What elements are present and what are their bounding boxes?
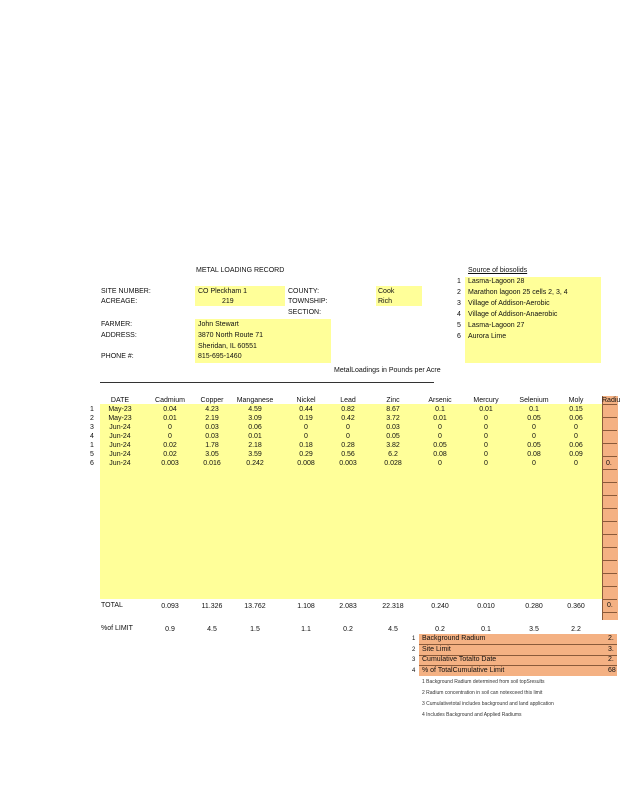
radium-row-number: 1 [412, 636, 416, 642]
radium-grid-line [602, 469, 617, 470]
row-index: 2 [90, 415, 94, 422]
radium-note: 1 Background Radium determined from soil topSresults [422, 679, 545, 685]
table-cell: 0.82 [341, 406, 355, 413]
row-index: 6 [90, 460, 94, 467]
table-cell: 0.05 [527, 442, 541, 449]
total-cell: 13.762 [244, 603, 266, 610]
radium-row-value: 68 [608, 666, 616, 674]
table-cell: 4.59 [248, 406, 262, 413]
radium-row-value: 3. [608, 645, 614, 653]
table-cell: 0 [438, 424, 442, 431]
address-line2-field[interactable]: Sheridan, IL 60551 [198, 343, 257, 350]
sources-title: Source of biosolids [468, 267, 528, 274]
source-item: Village of Addison-Aerobic [468, 300, 550, 307]
row-date: Jun-24 [109, 442, 131, 449]
table-cell: 0.03 [386, 424, 400, 431]
table-cell: 0 [532, 424, 536, 431]
site-number-field[interactable]: CO Pleckham 1 [198, 288, 248, 295]
radium-row-label: Background Radium [422, 635, 486, 642]
source-item: Lasma-Lagoon 28 [468, 278, 525, 285]
table-cell: 0.09 [569, 451, 583, 458]
section-label: SECTION: [288, 309, 322, 316]
table-cell: 8.67 [386, 406, 400, 413]
table-cell: 1.78 [205, 442, 219, 449]
total-cell: 11.326 [201, 603, 223, 610]
radium-grid-line [602, 417, 617, 418]
table-cell: 0.016 [203, 460, 221, 467]
table-cell: 0 [484, 433, 488, 440]
source-item: Lasma-Lagoon 27 [468, 322, 525, 329]
table-cell: 0.1 [435, 406, 445, 413]
table-header-cell: Moly [568, 397, 584, 404]
table-cell: 0 [346, 424, 350, 431]
table-cell: 0.06 [248, 424, 262, 431]
source-number: 4 [457, 311, 461, 318]
row-date: Jun-24 [109, 451, 131, 458]
radium-row-label: Site Limit [422, 645, 451, 653]
table-cell: 0.06 [569, 415, 583, 422]
table-cell: 0.02 [163, 451, 177, 458]
radium-row-number: 4 [412, 667, 416, 674]
source-number: 1 [457, 278, 461, 285]
total-label: TOTAL [101, 602, 123, 609]
table-cell: 0 [574, 424, 578, 431]
table-cell: 0.29 [299, 451, 313, 458]
table-cell: 0 [168, 424, 172, 431]
table-cell: 0.05 [433, 442, 447, 449]
table-cell: 2.19 [205, 415, 219, 422]
table-cell: 0.06 [569, 442, 583, 449]
table-cell: 0.028 [384, 460, 402, 467]
table-cell: 0.04 [163, 406, 177, 413]
table-header-cell: Zinc [386, 397, 400, 404]
table-header-cell: Lead [340, 397, 356, 404]
limit-label: %of LIMIT [101, 625, 133, 632]
radium-row-value: 2. [608, 656, 614, 663]
table-cell: 0.56 [341, 451, 355, 458]
table-cell: 0.05 [527, 415, 541, 422]
row-date: Jun-24 [109, 433, 131, 440]
table-cell: 0.28 [341, 442, 355, 449]
radium-row-value: 2. [608, 635, 614, 642]
source-number: 5 [457, 322, 461, 329]
radium-row-label: Cumulative Totalto Date [422, 656, 497, 663]
acreage-label: ACREAGE: [101, 298, 138, 305]
radium-grid-line [602, 560, 617, 561]
table-cell: 0.08 [527, 451, 541, 458]
table-cell: 0.02 [163, 442, 177, 449]
loadings-caption: MetalLoadings in Pounds per Acre [334, 367, 441, 374]
table-cell: 0.01 [163, 415, 177, 422]
total-cell: 1.108 [297, 603, 315, 610]
source-number: 6 [457, 333, 461, 340]
radium-grid-line [602, 521, 617, 522]
total-cell: 22.318 [382, 603, 404, 610]
phone-field[interactable]: 815-695-1460 [198, 353, 242, 360]
radium-grid-line [602, 482, 617, 483]
table-cell: 0.003 [161, 460, 179, 467]
row-index: 1 [90, 406, 94, 413]
table-cell: 0.01 [248, 433, 262, 440]
table-cell: 0.008 [297, 460, 315, 467]
source-item: Aurora Lime [468, 333, 507, 340]
table-cell: 0.03 [205, 424, 219, 431]
table-header-radium: Radiu [602, 397, 620, 404]
total-cell: 0.360 [567, 603, 585, 610]
limit-cell: 0.9 [165, 626, 175, 633]
address-label: ADDRESS: [101, 332, 137, 339]
radium-row-label: % of TotalCumulative Limit [422, 666, 505, 674]
table-header-cell: Manganese [236, 397, 274, 404]
table-cell: 0.19 [299, 415, 313, 422]
table-cell: 0 [574, 433, 578, 440]
table-cell: 0 [304, 424, 308, 431]
phone-label: PHONE #: [101, 353, 134, 360]
table-cell: 6.2 [388, 451, 398, 458]
table-cell: 0 [574, 460, 578, 467]
limit-cell: 0.2 [343, 626, 353, 633]
row-date: Jun-24 [109, 460, 131, 467]
limit-cell: 2.2 [571, 626, 581, 633]
table-cell: 0.01 [479, 406, 493, 413]
radium-grid-line [602, 534, 617, 535]
table-cell: 0.15 [569, 406, 583, 413]
row-date: Jun-24 [109, 424, 131, 431]
county-field[interactable]: Cook [378, 288, 395, 295]
table-cell: 0 [484, 460, 488, 467]
address-line1-field[interactable]: 3870 North Route 71 [198, 332, 263, 339]
total-cell: 0.093 [161, 603, 179, 610]
radium-grid-line [602, 586, 617, 587]
table-cell: 0 [484, 424, 488, 431]
table-header-cell: Arsenic [428, 397, 452, 404]
radium-row-number: 3 [412, 657, 416, 663]
radium-cell: 0. [606, 460, 612, 467]
acreage-field[interactable]: 219 [222, 298, 234, 305]
site-number-label: SITE NUMBER: [101, 288, 151, 295]
row-index: 5 [90, 451, 94, 458]
table-cell: 0.01 [433, 415, 447, 422]
radium-grid-line [602, 599, 617, 600]
table-cell: 0 [438, 460, 442, 467]
total-cell: 0.280 [525, 603, 543, 610]
table-cell: 4.23 [205, 406, 219, 413]
limit-cell: 3.5 [529, 626, 539, 633]
table-cell: 0.42 [341, 415, 355, 422]
radium-grid-line [602, 443, 617, 444]
form-title: METAL LOADING RECORD [196, 267, 285, 274]
limit-cell: 0.1 [481, 626, 491, 633]
radium-grid-line [602, 456, 617, 457]
table-cell: 0 [304, 433, 308, 440]
table-cell: 0.003 [339, 460, 357, 467]
total-radium: 0. [607, 602, 613, 609]
total-cell: 0.240 [431, 603, 449, 610]
table-cell: 0 [438, 433, 442, 440]
township-field[interactable]: Rich [378, 298, 393, 305]
limit-cell: 0.2 [435, 626, 445, 633]
county-label: COUNTY: [288, 288, 320, 295]
radium-grid-line [602, 573, 617, 574]
farmer-label: FARMER: [101, 321, 133, 328]
table-cell: 0 [346, 433, 350, 440]
radium-grid-line [602, 547, 617, 548]
limit-cell: 4.5 [388, 626, 398, 633]
table-header-cell: Cadmium [155, 397, 185, 404]
table-header-cell: Selenium [519, 397, 549, 404]
radium-grid-line [602, 430, 617, 431]
table-cell: 0.05 [386, 433, 400, 440]
table-cell: 0 [484, 415, 488, 422]
table-cell: 3.09 [248, 415, 262, 422]
row-date: May-23 [108, 415, 132, 422]
table-cell: 0 [484, 442, 488, 449]
radium-grid-line [602, 612, 617, 613]
table-cell: 0.1 [529, 406, 539, 413]
township-label: TOWNSHIP: [288, 298, 328, 305]
radium-note: 2 Radium concentration in soil can notexceed this limit [422, 690, 543, 696]
table-cell: 0.242 [246, 460, 264, 467]
table-cell: 2.18 [248, 442, 262, 449]
table-header-cell: Copper [200, 397, 224, 404]
table-cell: 0 [168, 433, 172, 440]
row-index: 1 [90, 442, 94, 449]
table-cell: 0 [532, 433, 536, 440]
table-cell: 3.59 [248, 451, 262, 458]
table-cell: 0.18 [299, 442, 313, 449]
table-cell: 0 [532, 460, 536, 467]
table-cell: 3.72 [386, 415, 400, 422]
table-cell: 0.03 [205, 433, 219, 440]
table-cell: 3.82 [386, 442, 400, 449]
limit-cell: 1.5 [250, 626, 260, 633]
radium-note: 4 Includes Background and Applied Radiums [422, 712, 522, 718]
radium-grid-line [602, 404, 617, 405]
total-cell: 0.010 [477, 603, 495, 610]
total-cell: 2.083 [339, 603, 357, 610]
limit-cell: 1.1 [301, 626, 311, 633]
limit-cell: 4.5 [207, 626, 217, 633]
table-cell: 0.08 [433, 451, 447, 458]
row-index: 3 [90, 424, 94, 431]
table-header-cell: Nickel [296, 397, 316, 404]
radium-grid-line [602, 508, 617, 509]
source-number: 2 [457, 289, 461, 296]
source-number: 3 [457, 300, 461, 307]
table-cell: 3.05 [205, 451, 219, 458]
table-cell: 0.44 [299, 406, 313, 413]
farmer-field[interactable]: John Stewart [198, 321, 239, 328]
table-cell: 0 [484, 451, 488, 458]
header-divider [100, 382, 434, 383]
source-item: Marathon lagoon 25 cells 2, 3, 4 [468, 289, 568, 296]
table-header-date: DATE [110, 397, 130, 404]
table-header-cell: Mercury [473, 397, 499, 404]
row-index: 4 [90, 433, 94, 440]
radium-row-number: 2 [412, 646, 416, 653]
source-item: Village of Addison-Anaerobic [468, 311, 558, 318]
radium-grid-line [602, 495, 617, 496]
row-date: May-23 [108, 406, 132, 413]
radium-note: 3 Cumulativetotal includes background and land application [422, 701, 554, 707]
